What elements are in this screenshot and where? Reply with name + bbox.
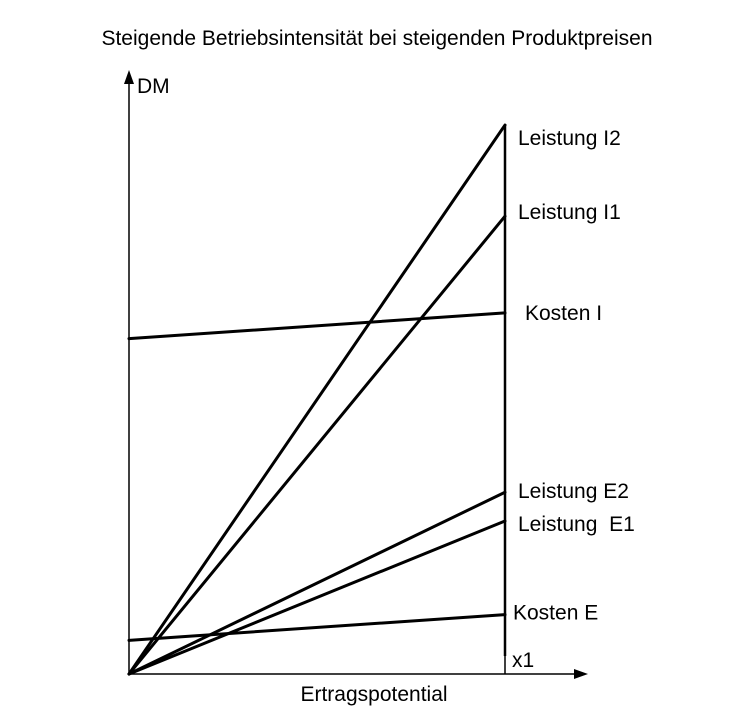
- x-axis-arrow: [574, 669, 588, 679]
- series-line-leistung-e2: [129, 492, 505, 674]
- series-label-leistung-i1: Leistung I1: [518, 201, 621, 225]
- series-label-leistung-e1: Leistung E1: [518, 513, 635, 536]
- series-label-leistung-i2: Leistung I2: [518, 127, 621, 151]
- series-line-leistung-e1: [129, 521, 505, 674]
- y-axis-arrow: [124, 70, 134, 84]
- series-label-kosten-e: Kosten E: [513, 601, 599, 625]
- series-line-kosten-e: [129, 615, 505, 641]
- chart-title: Steigende Betriebsintensität bei steigenden Produktpreisen: [101, 27, 653, 50]
- x-axis-label: Ertragspotential: [300, 683, 448, 706]
- series-labels: [513, 127, 635, 625]
- series-line-leistung-i2: [129, 125, 505, 674]
- series-label-leistung-e2: Leistung E2: [518, 480, 629, 504]
- y-axis-label: DM: [137, 75, 170, 98]
- x-tick-label-x1: x1: [512, 649, 535, 672]
- series-label-kosten-i: Kosten I: [525, 301, 603, 325]
- series-line-leistung-i1: [129, 216, 505, 674]
- series-layer: [129, 125, 505, 674]
- series-line-kosten-i: [129, 313, 505, 339]
